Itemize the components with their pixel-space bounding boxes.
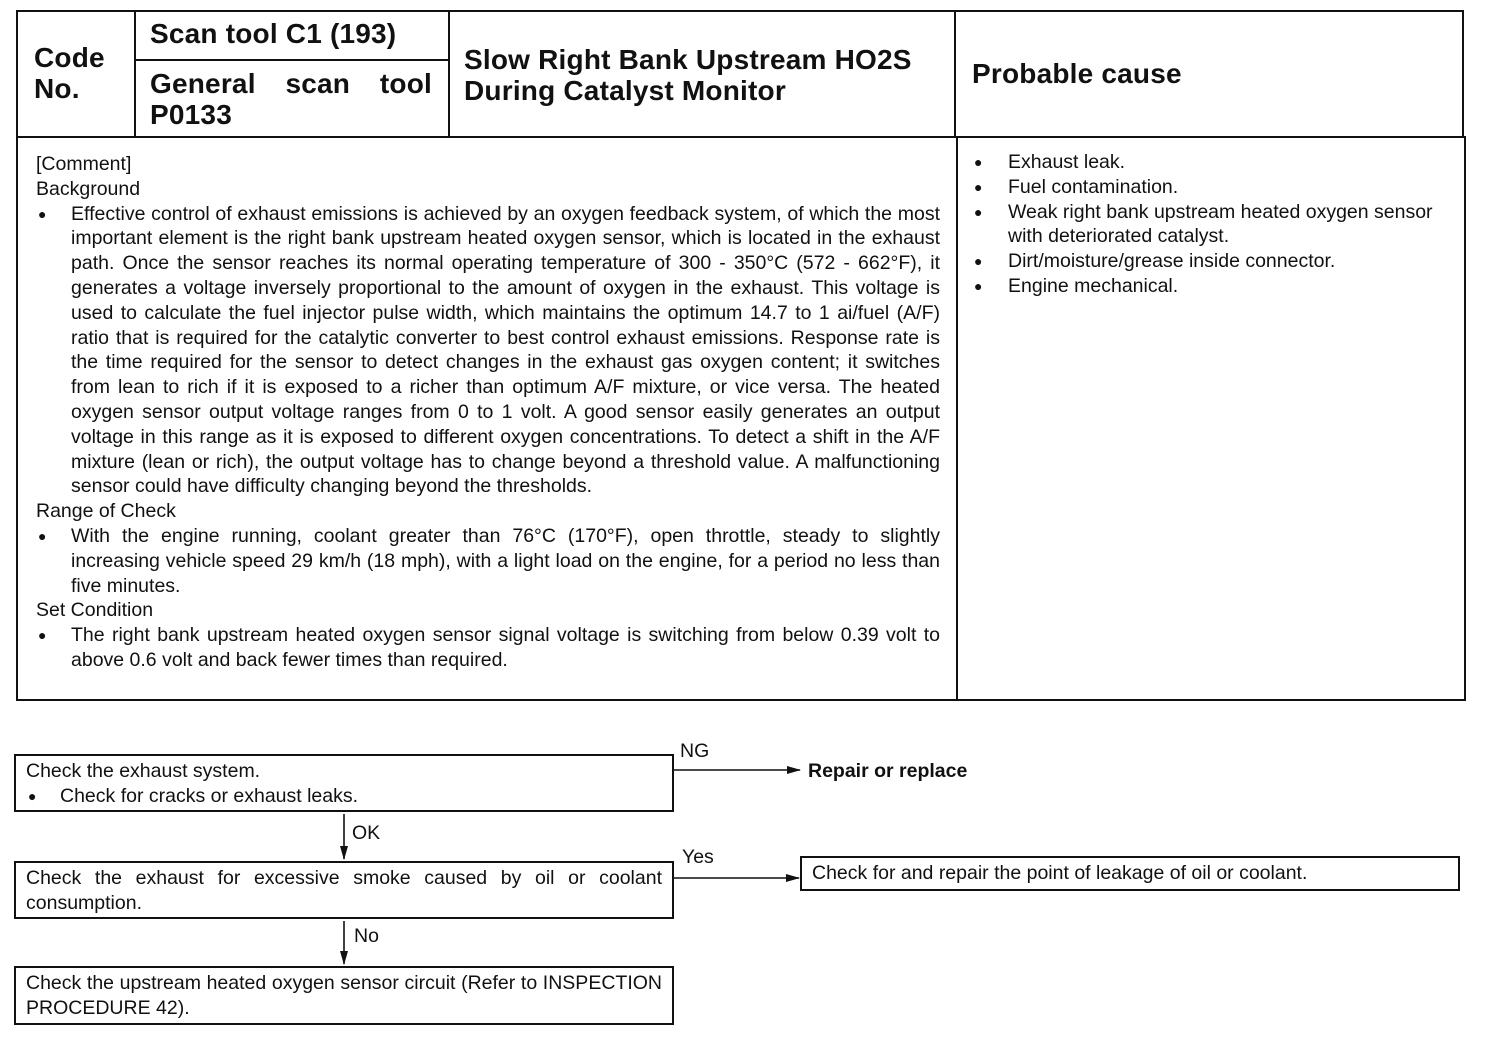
page-title: Slow Right Bank Upstream HO2S During Catalyst Monitor [464,44,912,106]
range-of-check-label: Range of Check [36,500,176,523]
list-item: ● Exhaust leak. [972,150,1456,175]
set-condition-label: Set Condition [36,599,154,622]
ng-label: NG [680,740,710,762]
list-item: ● Engine mechanical. [972,274,1456,299]
ok-label: OK [352,822,381,844]
no-label: No [354,925,379,947]
code-no-label: Code No. [34,42,105,104]
list-item: ● Fuel contamination. [972,175,1456,200]
general-scan-tool-text: General scan tool [150,68,432,99]
probable-cause-heading: Probable cause [972,58,1182,89]
step-check-sensor-circuit: Check the upstream heated oxygen sensor circuit (Refer to INSPECTION PROCEDURE 42). [14,966,674,1025]
background-text: ● Effective control of exhaust emissions is achieved by an oxygen feedback system, of which the most important element is the right bank upstream heated oxygen sensor, which is located in the exhaust path. Once the sensor reaches its normal operating temperature of 300 - 350°C (572 - 662°F), it generates a voltage inversely proportional to the amount of oxygen in the exhaust. This voltage is used to calculate the fuel injector pulse width, which maintains the optimum 14.7 to 1 ai/fuel (A/F) ratio that is required for the catalytic converter to best control exhaust emissions. Response rate is the time required for the sensor to detect changes in the exhaust gas oxygen content; it switches from lean to rich if it is exposed to a richer than optimum A/F mixture, or vice versa. The heated oxygen sensor output voltage ranges from 0 to 1 volt. A good sensor easily generates an output voltage in this range as it is exposed to different oxygen concentrations. To detect a shift in the A/F mixture (lean or rich), the output voltage has to change beyond a threshold value. A malfunctioning sensor could have difficulty changing beyond the thresholds. [36,202,940,500]
comment-label: [Comment] [36,153,132,175]
background-label: Background [36,177,141,200]
step-title: Check the exhaust system. [26,760,261,782]
scan-tool-c1-label: Scan tool C1 (193) [150,18,397,49]
list-item: ● Weak right bank upstream heated oxygen sensor with deteriorated catalyst. [972,200,1456,250]
step-bullet: ● Check for cracks or exhaust leaks. [26,784,662,809]
repair-or-replace-result: Repair or replace [808,760,968,782]
step-check-exhaust-smoke: Check the exhaust for excessive smoke caused by oil or coolant consumption. [14,861,674,919]
step-check-exhaust-system [14,754,674,812]
set-condition-text: ● The right bank upstream heated oxygen sensor signal voltage is switching from below 0.39 volt to above 0.6 volt and back fewer times than required. [36,623,940,673]
range-of-check-text: ● With the engine running, coolant greater than 76°C (170°F), open throttle, steady to slightly increasing vehicle speed 29 km/h (18 mph), with a light load on the engine, for a period no less than five minutes. [36,524,940,598]
yes-label: Yes [682,846,714,868]
dtc-code: P0133 [150,99,232,130]
result-repair-leakage: Check for and repair the point of leakage of oil or coolant. [800,856,1460,891]
list-item: ● Dirt/moisture/grease inside connector. [972,249,1456,274]
